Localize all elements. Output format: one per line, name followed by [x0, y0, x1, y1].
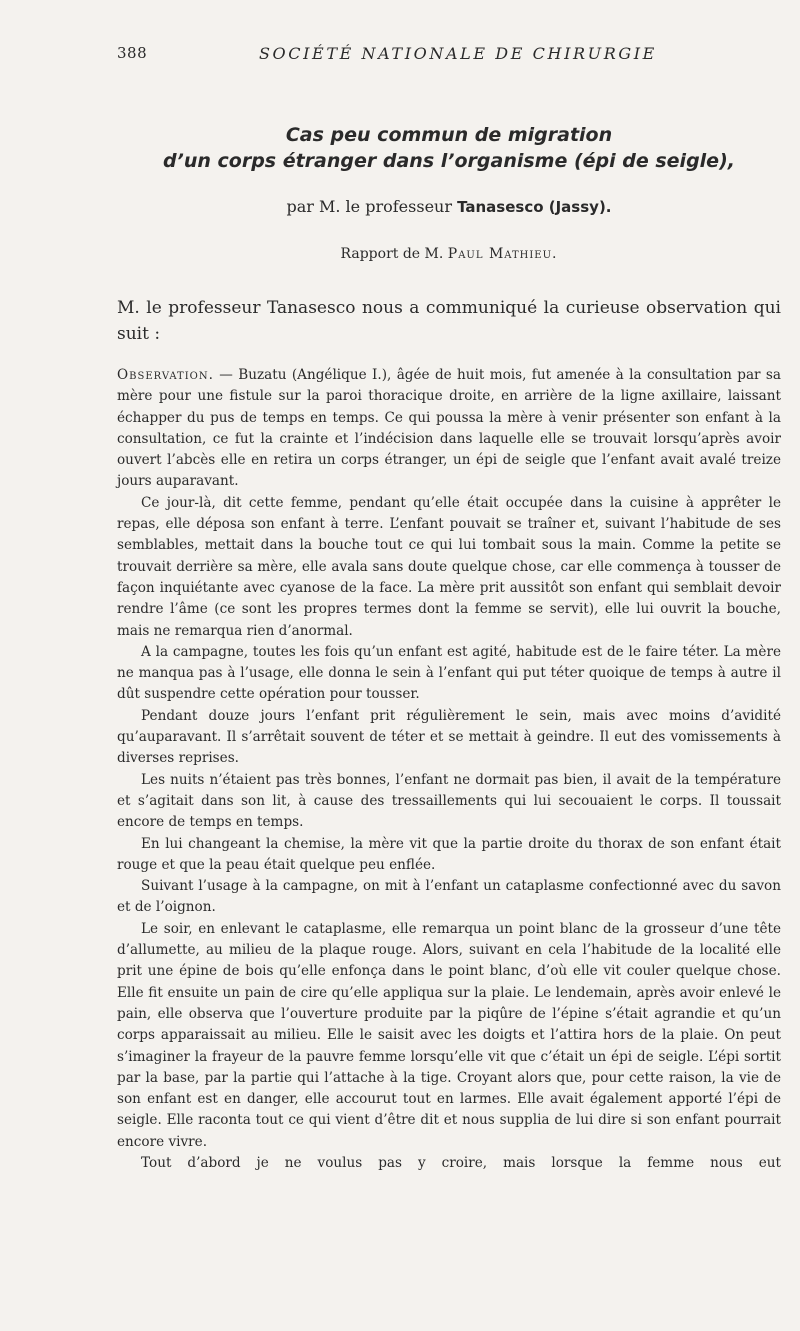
- rapport-prefix: Rapport de M.: [340, 246, 444, 262]
- author-prefix: par M. le professeur: [286, 197, 452, 216]
- running-head: SOCIÉTÉ NATIONALE DE CHIRURGIE: [259, 44, 657, 63]
- body-paragraph: Ce jour-là, dit cette femme, pendant qu’elle était occupée dans la cuisine à apprêter le repas, elle déposa son enfant à terre. L’enfant pouvait se traîner et, suivant l’habitude de ses semblables, mettait dans la bouche tout ce qui lui tombait sous la main. Comme la petite se trouvait derrière sa mère, elle avala sans doute quelque chose, car elle commença à tousser de façon inquiétante avec cyanose de la face. La mère prit aussitôt son enfant qui semblait devoir rendre l’âme (ce sont les propres termes dont la femme se servit), elle lui ouvrit la bouche, mais ne remarqua rien d’anormal.: [117, 494, 781, 639]
- body-paragraph: Les nuits n’étaient pas très bonnes, l’enfant ne dormait pas bien, il avait de la température et s’agitait dans son lit, à cause des tressaillements qui lui secouaient le corps. Il toussait encore de temps en temps.: [117, 771, 781, 831]
- rapport-line: [117, 246, 781, 262]
- page-number: 388: [117, 44, 148, 62]
- intro-paragraph: M. le professeur Tanasesco nous a communiqué la curieuse observation qui suit :: [117, 298, 781, 344]
- body-paragraph-continued: Tout d’abord je ne voulus pas y croire, mais lorsque la femme nous eut: [141, 1154, 781, 1171]
- article-title-line-1: Cas peu commun de migration: [285, 124, 613, 146]
- body-paragraph: A la campagne, toutes les fois qu’un enfant est agité, habitude est de le faire téter. La mère ne manqua pas à l’usage, elle donna le sein à l’enfant qui put téter quoique de temps à autre il dût suspendre cette opération pour tousser.: [117, 643, 781, 703]
- observation-paragraph: [117, 365, 781, 493]
- author-name: Tanasesco (Jassy).: [457, 198, 612, 216]
- observation-label: Observation.: [117, 367, 214, 383]
- body-paragraph: Suivant l’usage à la campagne, on mit à l’enfant un cataplasme confectionné avec du savon et de l’oignon.: [117, 878, 781, 916]
- body-paragraph: Pendant douze jours l’enfant prit régulièrement le sein, mais avec moins d’avidité qu’auparavant. Il s’arrêtait souvent de téter et se mettait à geindre. Il eut des vomissements à diverses reprises.: [117, 707, 781, 767]
- rapport-name: Paul Mathieu.: [447, 246, 558, 262]
- body-paragraph: En lui changeant la chemise, la mère vit que la partie droite du thorax de son enfant était rouge et que la peau était quelque peu enflée.: [117, 835, 781, 873]
- body-paragraph: Le soir, en enlevant le cataplasme, elle remarqua un point blanc de la grosseur d’une tête d’allumette, au milieu de la plaque rouge. Alors, suivant en cela l’habitude de la localité elle prit une épine de bois qu’elle enfonça dans le point blanc, d’où elle vit couler quelque chose. Elle fit ensuite un pain de cire qu’elle appliqua sur la plaie. Le lendemain, après avoir enlevé le pain, elle observa que l’ouverture produite par la piqûre de l’épine s’était agrandie et qu’un corps apparaissait au milieu. Elle le saisit avec les doigts et l’attira hors de la plaie. On peut s’imaginer la frayeur de la pauvre femme lorsqu’elle vit que c’était un épi de seigle. L’épi sortit par la base, par la partie qui l’attache à la tige. Croyant alors que, pour cette raison, la vie de son enfant est en danger, elle accourut tout en larmes. Elle avait également apporté l’épi de seigle. Elle raconta tout ce qui vient d’être dit et nous supplia de lui dire si son enfant pourrait encore vivre.: [117, 920, 781, 1150]
- observation-text: — Buzatu (Angélique I.), âgée de huit mois, fut amenée à la consultation par sa mère pour une fistule sur la paroi thoracique droite, en arrière de la ligne axillaire, laissant échapper du pus de temps en temps. Ce qui poussa la mère à venir présenter son enfant à la consultation, ce fut la crainte et l’indécision dans laquelle elle se trouvait lorsqu’après avoir ouvert l’abcès elle en retira un corps étranger, un épi de seigle que l’enfant avait avalé treize jours auparavant.: [117, 367, 781, 490]
- author-line: [117, 197, 781, 216]
- article-title-line-2: d’un corps étranger dans l’organisme (épi de seigle),: [163, 150, 735, 172]
- article-body: [117, 365, 781, 1174]
